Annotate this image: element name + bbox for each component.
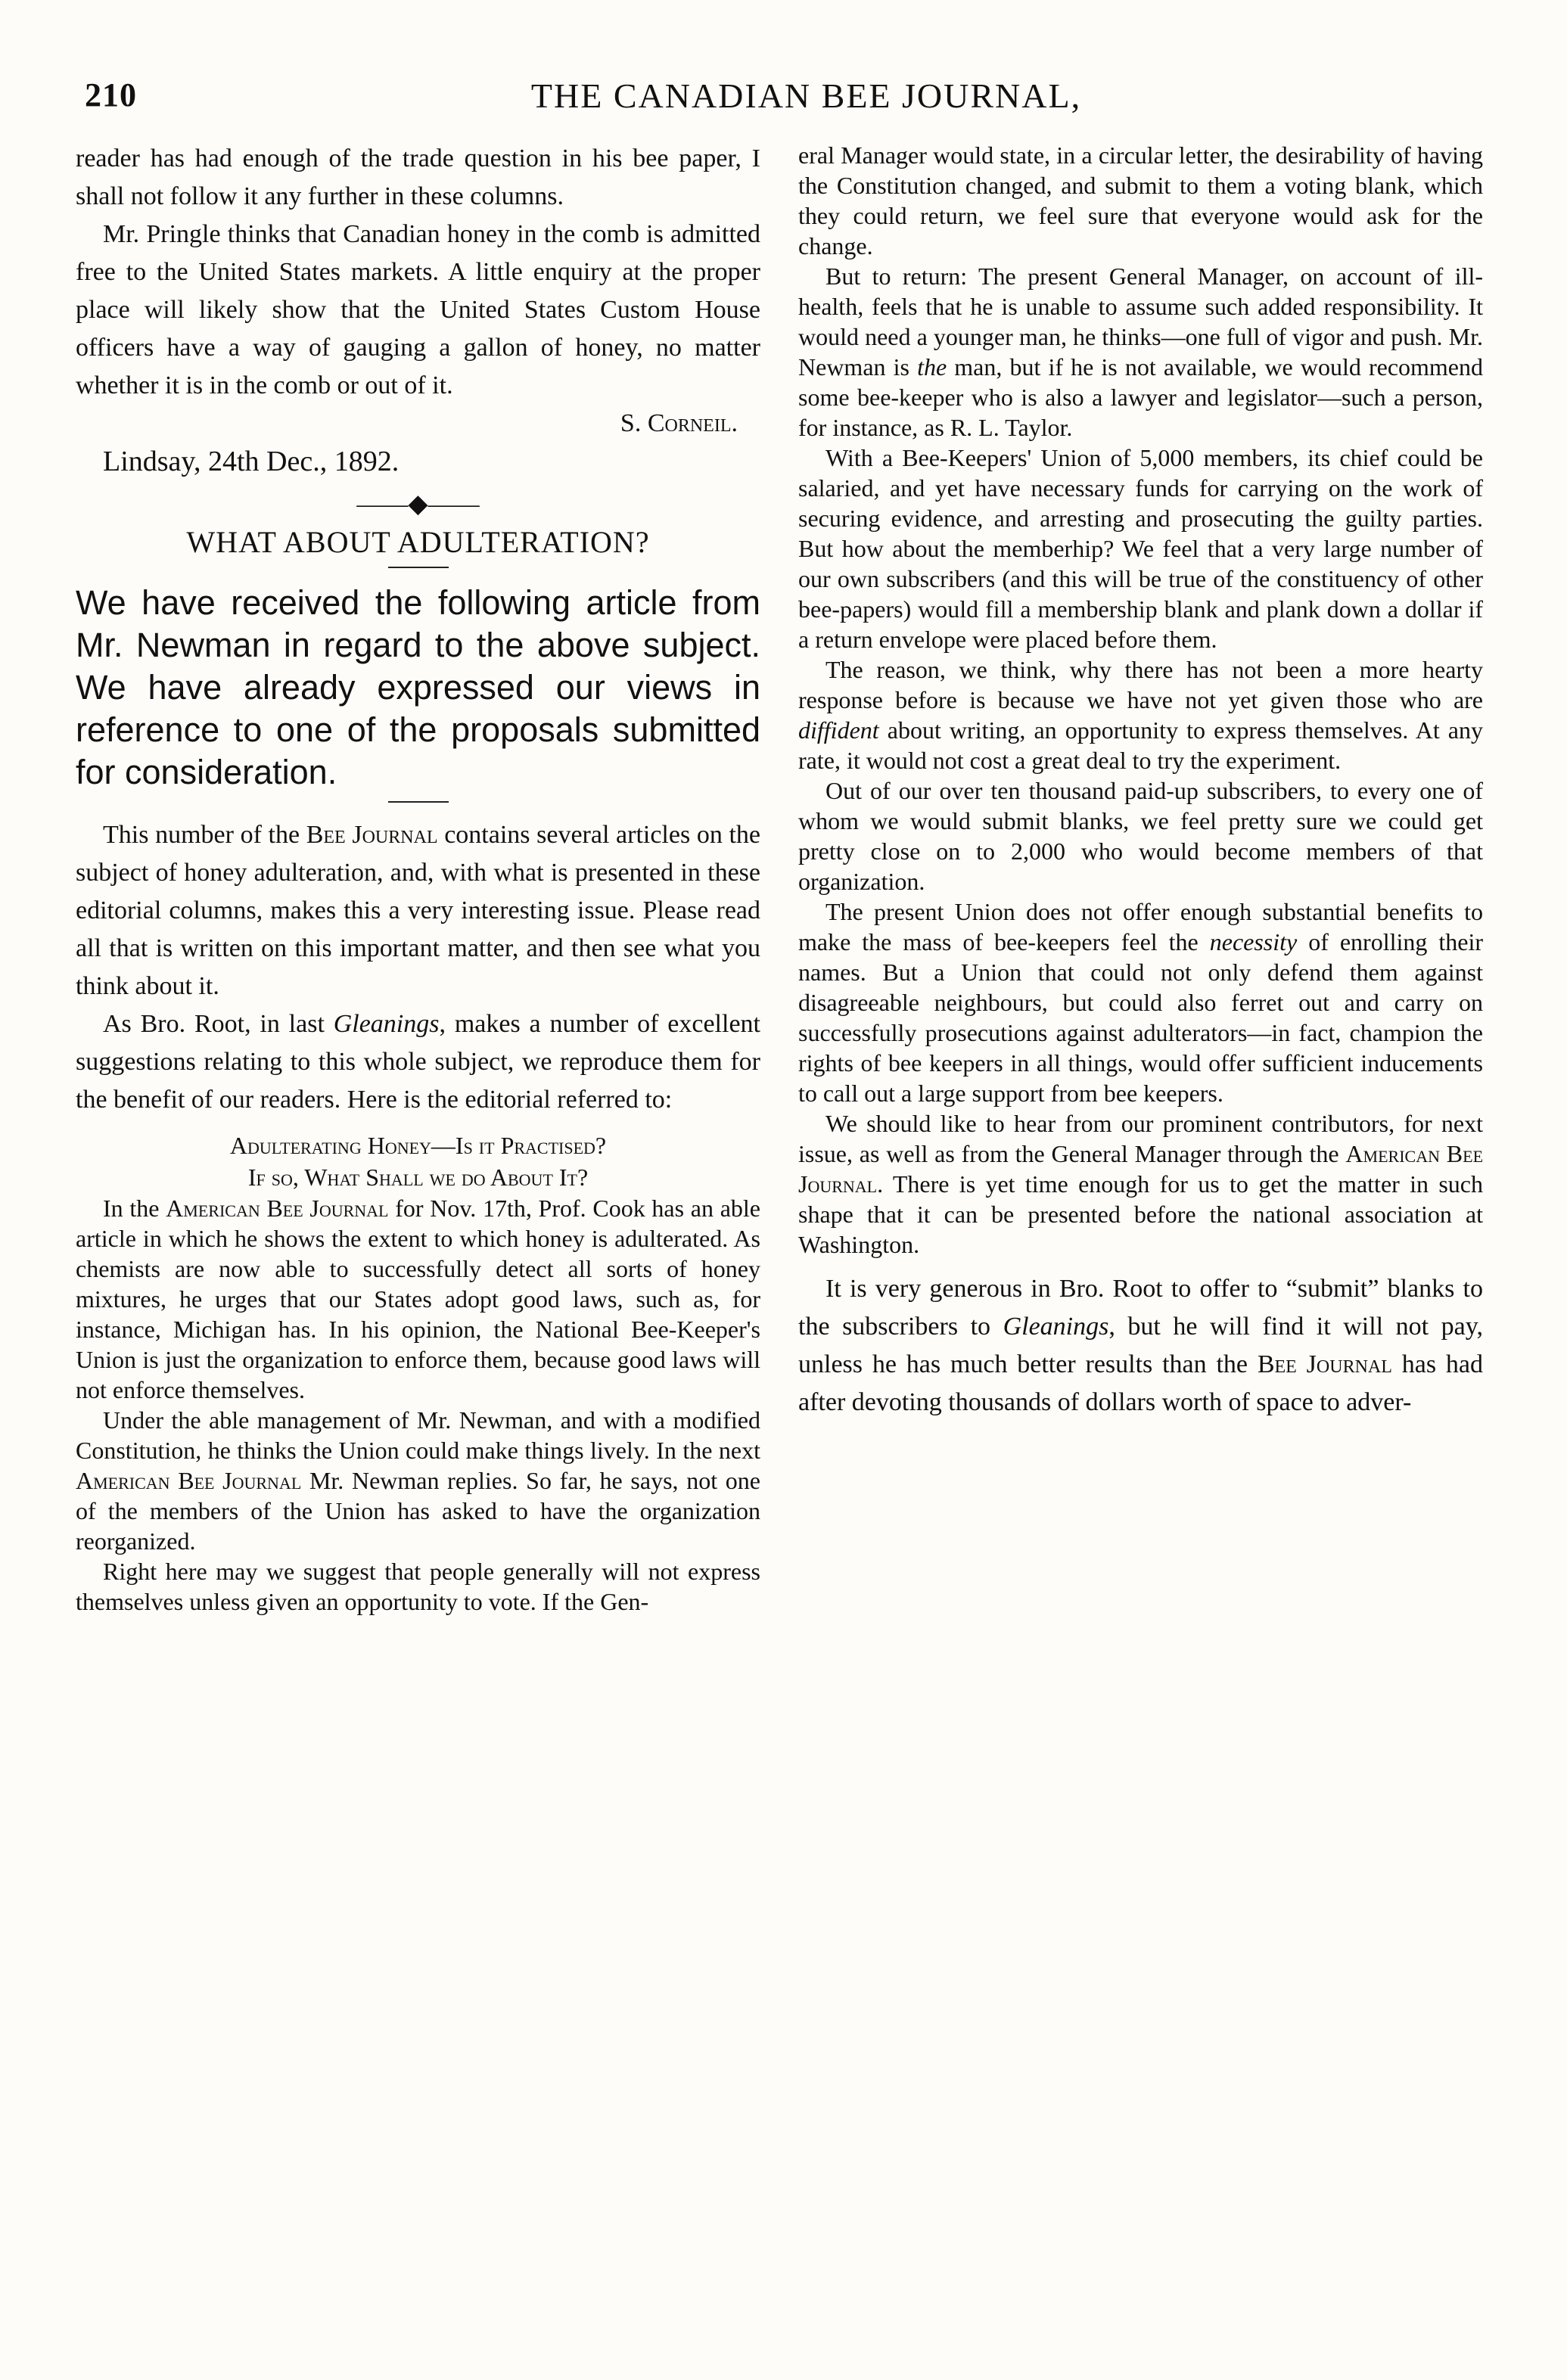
quoted-paragraph: The present Union does not offer enough substantial benefits to make the mass of bee-keepers feel the necessity of enrolling their names. But a Union that could not only defend them against disagreeable neighbours, but could also ferret out and carry on successfully prosecutions against adulterators—in fact, champion the rights of bee keepers in all things, would offer sufficient inducements to call out a large support from bee keepers.: [798, 898, 1483, 1107]
quoted-paragraph: eral Manager would state, in a circular letter, the desirability of having the Constitution changed, and submit to them a voting blank, which they could return, we feel sure that everyone would ask for the change.: [798, 141, 1483, 259]
paragraph: As Bro. Root, in last Gleanings, makes a number of excellent suggestions relating to this whole subject, we reproduce them for the benefit of our readers. Here is the editorial referred to:: [76, 1010, 760, 1114]
quoted-paragraph: But to return: The present General Manager, on account of ill-health, feels that he is unable to assume such added responsibility. It would need a younger man, he thinks—one full of vigor and push. Mr. Newman is the man, but if he is not available, we would recommend some bee-keeper who is also a lawyer and legislator—such a person, for instance, as R. L. Taylor.: [798, 263, 1483, 441]
signature: S. Corneil.: [620, 409, 738, 437]
running-title: THE CANADIAN BEE JOURNAL,: [530, 76, 1082, 115]
paragraph: It is very generous in Bro. Root to offer to “submit” blanks to the subscribers to Gleanings, but he will find it will not pay, unless he has much better results than the Bee Journal has had after devoting thousands of dollars worth of space to adver-: [798, 1275, 1483, 1416]
quoted-subheading: If so, What Shall we do About It?: [247, 1164, 589, 1191]
intro-paragraph: We have received the following article from Mr. Newman in regard to the above subject. We have already expressed our views in reference to one of the proposals submitted for consideration.: [76, 583, 760, 791]
divider: [388, 567, 449, 568]
quoted-paragraph: Out of our over ten thousand paid-up subscribers, to every one of whom we would submit blanks, we feel pretty sure we could get pretty close on to 2,000 who would become members of that organization.: [798, 777, 1483, 895]
quoted-paragraph: Right here may we suggest that people generally will not express themselves unless given an opportunity to vote. If the Gen-: [76, 1558, 760, 1615]
page-number: 210: [85, 76, 137, 113]
page-header: [45, 76, 1522, 121]
divider: [388, 801, 449, 803]
quoted-paragraph: We should like to hear from our prominent contributors, for next issue, as well as from the General Manager through the American Bee Journal. There is yet time enough for us to get the matter in such shape that it can be presented before the national association at Washington.: [798, 1110, 1483, 1258]
paragraph: reader has had enough of the trade question in his bee paper, I shall not follow it any further in these columns.: [76, 144, 760, 210]
right-column: [798, 140, 1483, 2319]
left-column: [76, 140, 760, 2319]
paragraph: This number of the Bee Journal contains several articles on the subject of honey adulteration, and, with what is presented in these editorial columns, makes this a very interesting issue. Please read all that is written on this important matter, and then see what you think about it.: [76, 821, 760, 1000]
dateline: Lindsay, 24th Dec., 1892.: [103, 446, 400, 477]
quoted-paragraph: The reason, we think, why there has not been a more hearty response before is because we have not yet given those who are diffident about writing, an opportunity to express themselves. At any rate, it would not cost a great deal to try the experiment.: [798, 656, 1483, 774]
quoted-paragraph: Under the able management of Mr. Newman, and with a modified Constitution, he thinks the Union could make things lively. In the next American Bee Journal Mr. Newman replies. So far, he says, not one of the members of the Union has asked to have the organization reorganized.: [76, 1406, 760, 1555]
paragraph: Mr. Pringle thinks that Canadian honey in the comb is admitted free to the United States markets. A little enquiry at the proper place will likely show that the United States Custom House officers have a way of gauging a gallon of honey, no matter whether it is in the comb or out of it.: [76, 220, 760, 399]
quoted-paragraph: With a Bee-Keepers' Union of 5,000 members, its chief could be salaried, and yet have necessary funds for carrying on the work of securing evidence, and arresting and prosecuting the guilty parties. But how about the memberhip? We feel that a very large number of our own subscribers (and this will be true of the constituency of other bee-papers) would fill a membership blank and plank down a dollar if a return envelope were placed before them.: [798, 444, 1483, 653]
ornament-divider: ——◆——: [356, 490, 480, 518]
quoted-heading: Adulterating Honey—Is it Practised?: [229, 1132, 607, 1159]
section-title: WHAT ABOUT ADULTERATION?: [186, 525, 650, 559]
quoted-paragraph: In the American Bee Journal for Nov. 17th, Prof. Cook has an able article in which he shows the extent to which honey is adulterated. As chemists are now able to successfully detect all sorts of honey mixtures, he urges that our States adopt good laws, such as, for instance, Michigan has. In his opinion, the National Bee-Keeper's Union is just the organization to enforce them, because good laws will not enforce themselves.: [76, 1195, 760, 1403]
